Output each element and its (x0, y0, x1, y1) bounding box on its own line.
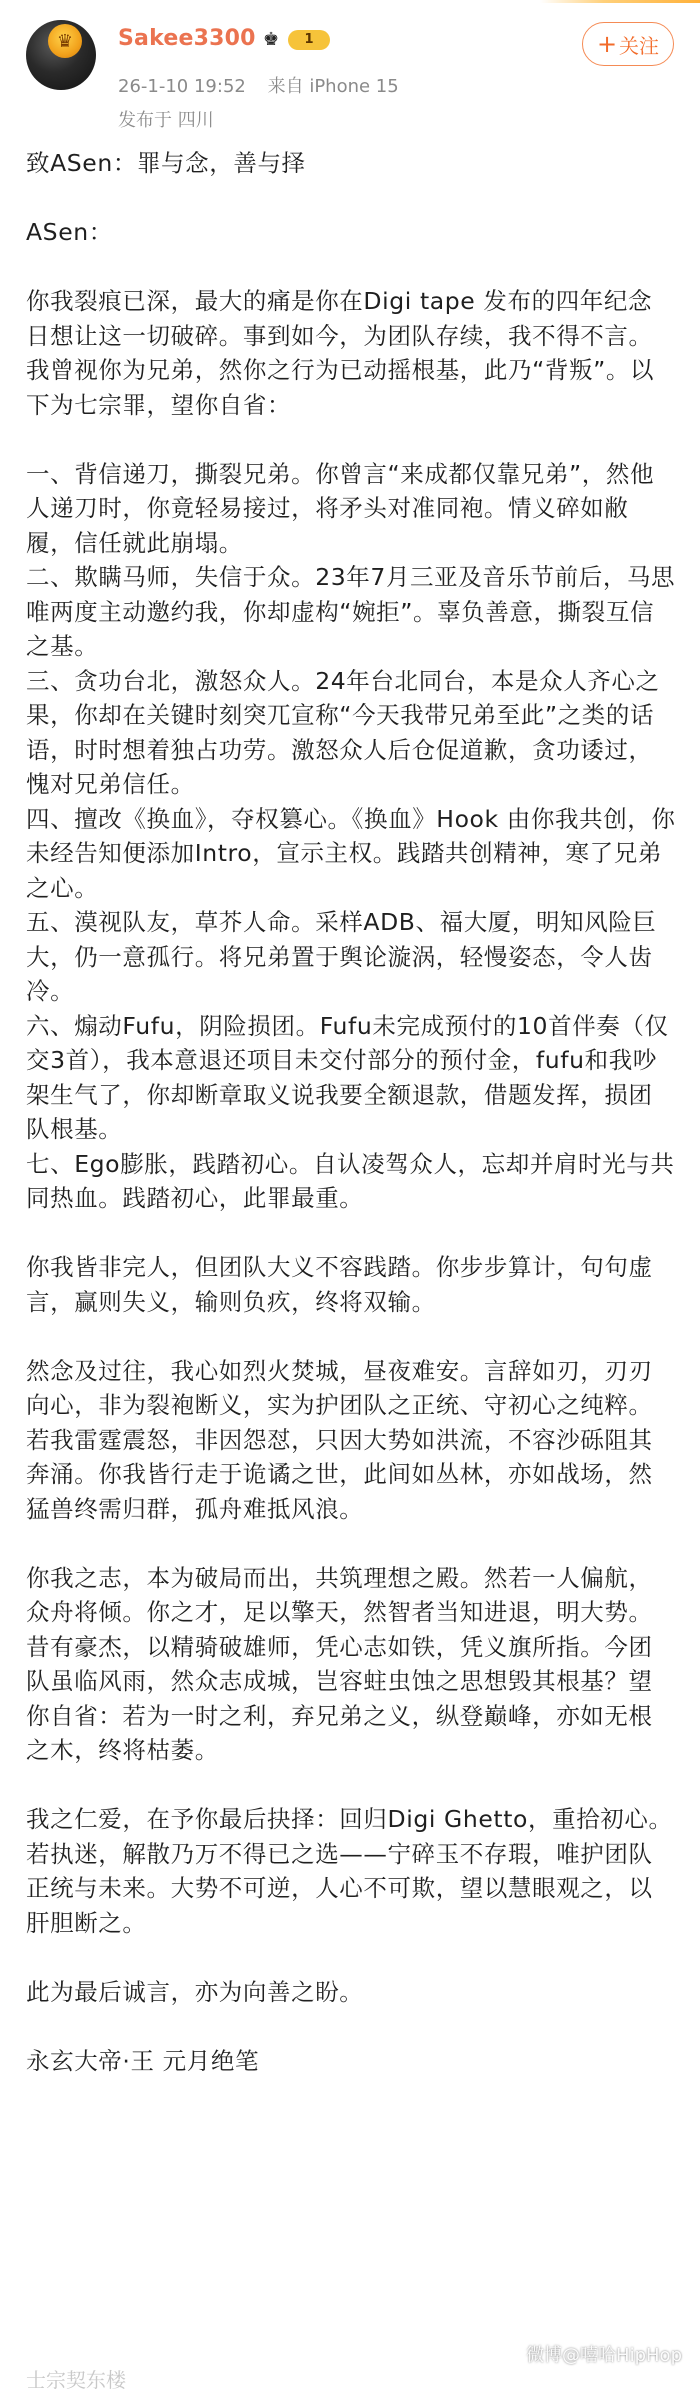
post-paragraph: ASen： (26, 218, 113, 246)
post-body (26, 146, 676, 2113)
post-paragraph: 然念及过往，我心如烈火焚城，昼夜难安。言辞如刃，刃刃向心，非为裂袍断义，实为护团队之正统、守初心之纯粹。若我雷霆震怒，非因怨怼，只因大势如洪流，不容沙砾阻其奔涌。你我皆行走于诡谲之世，此间如丛林，亦如战场，然猛兽终需归群，孤舟难抵风浪。 (26, 1356, 653, 1523)
crown-avatar-icon: ♛ (48, 24, 82, 58)
vip-level: 1 (288, 30, 330, 50)
post-paragraph: 永玄大帝·王 元月绝笔 (26, 2046, 260, 2075)
post-paragraph: 此为最后诚言，亦为向善之盼。 (26, 1977, 364, 2006)
post-body-cutoff-line: 士宗契东楼 (26, 2368, 126, 2392)
paragraph-gap (26, 422, 676, 457)
paragraph-gap (26, 2078, 676, 2113)
paragraph-gap (26, 1768, 676, 1803)
post-meta (118, 72, 415, 98)
watermark (502, 2341, 682, 2367)
post-time: 26-1-10 19:52 (118, 76, 246, 97)
paragraph-gap (26, 250, 676, 285)
post-location: 发布于 四川 (118, 110, 214, 131)
post-source: 来自 iPhone 15 (267, 76, 399, 97)
post-paragraph: 你我之志，本为破局而出，共筑理想之殿。然若一人偏航，众舟将倾。你之才，足以擎天，然智者当知进退，明大势。昔有豪杰，以精骑破雄师，凭心志如铁，凭义旗所指。今团队虽临风雨，然众志成城，岂容蛀虫蚀之思想毁其根基？望你自省：若为一时之利，弃兄弟之义，纵登巅峰，亦如无根之木，终将枯萎。 (26, 1563, 653, 1764)
post-paragraph: 三、贪功台北，激怒众人。24年台北同台，本是众人齐心之果，你却在关键时刻突兀宣称“今天我带兄弟至此”之类的话语，时时想着独占功劳。激怒众人后仓促道歉，贪功诿过，愧对兄弟信任。 (26, 666, 660, 798)
post-paragraph: 五、漠视队友，草芥人命。采样ADB、福大厦，明知风险巨大，仍一意孤行。将兄弟置于舆论漩涡，轻慢姿态，令人齿冷。 (26, 908, 657, 1005)
post-paragraph: 一、背信递刀，撕裂兄弟。你曾言“来成都仅靠兄弟”，然他人递刀时，你竟轻易接过，将矛头对准同袍。情义碎如敝履，信任就此崩塌。 (26, 459, 655, 557)
post-paragraph: 我之仁爱，在予你最后抉择：回归Digi Ghetto，重拾初心。若执迷，解散乃万不得已之选——宁碎玉不存瑕，唯护团队正统与未来。大势不可逆，人心不可欺，望以慧眼观之，以肝胆断之。 (26, 1805, 673, 1937)
post-paragraph: 七、Ego膨胀，践踏初心。自认凌驾众人，忘却并肩时光与共同热血。践踏初心，此罪最重。 (26, 1149, 675, 1212)
paragraph-gap (26, 181, 676, 216)
user-avatar[interactable] (26, 20, 96, 90)
username[interactable]: Sakee3300 (118, 26, 256, 51)
post-header (0, 0, 700, 140)
post-paragraph: 四、擅改《换血》，夺权篡心。《换血》Hook 由你我共创，你未经告知便添加Intro，宣示主权。践踏共创精神，寒了兄弟之心。 (26, 804, 676, 902)
paragraph-gap (26, 1319, 676, 1354)
follow-label: 关注 (619, 33, 660, 58)
post-paragraph: 你我裂痕已深，最大的痛是你在Digi tape 发布的四年纪念日想让这一切破碎。事到如今，为团队存续，我不得不言。我曾视你为兄弟，然你之行为已动摇根基，此乃“背叛”。以下为七宗罪，望你自省： (26, 287, 655, 419)
follow-button[interactable] (582, 22, 674, 66)
paragraph-gap (26, 1526, 676, 1561)
post-paragraph: 你我皆非完人，但团队大义不容践踏。你步步算计，句句虚言，赢则失义，输则负疚，终将双输。 (26, 1253, 653, 1316)
post-paragraph: 致ASen：罪与念，善与择 (26, 149, 306, 177)
post-paragraph: 二、欺瞒马师，失信于众。23年7月三亚及音乐节前后，马思唯两度主动邀约我，你却虚构“婉拒”。辜负善意，撕裂互信之基。 (26, 563, 676, 660)
weibo-logo-icon (502, 2346, 522, 2362)
crown-icon: ♚ (263, 29, 280, 50)
watermark-text: 微博@嘻哈HipHop (526, 2345, 682, 2366)
paragraph-gap (26, 2009, 676, 2044)
paragraph-gap (26, 1216, 676, 1251)
vip-badge[interactable] (263, 30, 330, 50)
paragraph-gap (26, 1940, 676, 1975)
plus-icon: + (596, 30, 618, 58)
post-paragraph: 六、煽动Fufu，阴险损团。Fufu未完成预付的10首伴奏（仅交3首），我本意退还项目未交付部分的预付金，fufu和我吵架生气了，你却断章取义说我要全额退款，借题发挥，损团队根基。 (26, 1011, 669, 1143)
